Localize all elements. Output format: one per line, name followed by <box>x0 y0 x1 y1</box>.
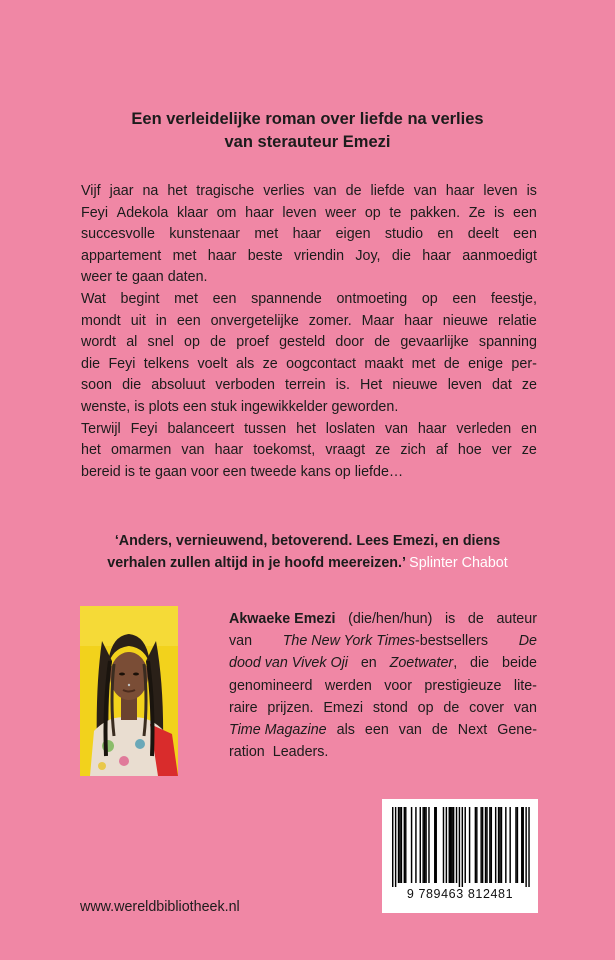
blurb-word: succesvolle <box>81 226 155 243</box>
blurb-word: op <box>334 463 351 480</box>
bio-word: Emezi <box>323 699 364 716</box>
barcode-bar <box>495 807 496 883</box>
blurb-word: na <box>142 183 159 199</box>
blurb-word: vriendin <box>293 247 345 264</box>
blurb-word: de <box>210 334 227 351</box>
blurb-line <box>81 246 537 268</box>
blurb-word: ze <box>375 442 391 459</box>
blurb-word: een <box>513 226 537 243</box>
author-bio <box>229 608 537 763</box>
barcode-bar <box>456 807 457 883</box>
barcode-bar <box>425 807 426 883</box>
bio-word: van <box>513 699 537 716</box>
isbn-digits: 9 789463 812481 <box>406 887 514 901</box>
blurb-word: die <box>122 377 142 394</box>
bio-word: werden <box>324 677 372 694</box>
blurb-word: wordt <box>81 334 116 351</box>
barcode-bar <box>424 807 425 883</box>
blurb-word: op <box>184 334 200 351</box>
blurb-word: leven <box>282 204 317 221</box>
barcode-bar <box>411 807 412 883</box>
blurb-word: te <box>139 463 152 480</box>
blurb-word: de <box>443 355 460 372</box>
bio-word: Gene- <box>497 721 537 738</box>
blurb-word: ze <box>262 355 278 372</box>
barcode-bar <box>515 807 516 883</box>
blurb-line <box>81 203 537 225</box>
blurb-word: op <box>364 204 381 221</box>
blurb-word: voor <box>190 463 219 480</box>
blurb-word: verlies <box>263 183 305 199</box>
blurb-text <box>81 181 537 483</box>
blurb-word: enige <box>468 355 504 372</box>
blurb-word: Vijf <box>81 183 101 199</box>
blurb-word: is. <box>335 377 350 394</box>
quote-line-2: verhalen zullen altijd in je hoofd meereizen.’ <box>107 555 406 571</box>
barcode-bar <box>415 807 416 883</box>
blurb-word: Feyi <box>108 355 136 372</box>
bio-word: cover <box>469 699 505 716</box>
blurb-word: en <box>521 420 537 437</box>
blurb-word: de <box>374 334 391 351</box>
blurb-word: verboden <box>215 377 275 394</box>
blurb-word: op <box>421 290 438 307</box>
blurb-word: Wat <box>81 290 106 307</box>
blurb-word: van <box>413 183 437 199</box>
blurb-word: een <box>452 290 477 307</box>
blurb-word: haar <box>207 247 237 264</box>
bio-word: een <box>364 721 389 738</box>
blurb-word: ontmoeting <box>336 290 408 307</box>
blurb-word: een <box>182 398 207 415</box>
bio-word: van <box>229 633 253 650</box>
blurb-line <box>81 332 537 354</box>
blurb-word: beste <box>247 247 283 264</box>
blurb-word: pakken. <box>409 204 461 221</box>
blurb-word: weer <box>81 269 112 286</box>
blurb-word: te <box>389 204 402 221</box>
blurb-word: is <box>134 398 145 415</box>
blurb-word: uit <box>130 312 146 329</box>
barcode-bar <box>482 807 483 883</box>
blurb-word: terrein <box>285 377 326 394</box>
blurb-word: soon <box>81 377 113 394</box>
blurb-word: met <box>172 247 197 264</box>
blurb-word: eigen <box>335 226 371 243</box>
blurb-word: liefde <box>370 183 405 199</box>
blurb-word: nieuwe <box>442 312 488 329</box>
bio-word: The New York Times-bestsellers <box>282 633 489 650</box>
blurb-word: haar <box>292 226 322 243</box>
bio-word: de <box>467 611 484 627</box>
blurb-word: vraagt <box>325 442 366 459</box>
blurb-word: haar <box>404 312 433 329</box>
barcode-bar <box>398 807 399 883</box>
blurb-word: is <box>526 183 537 199</box>
blurb-word: per- <box>511 355 537 372</box>
blurb-word: absoluut <box>151 377 206 394</box>
bio-line <box>229 675 537 697</box>
blurb-word: die <box>391 247 411 264</box>
bio-word: en <box>360 655 377 672</box>
barcode-bar <box>475 807 476 883</box>
bio-word: op <box>417 699 434 716</box>
blurb-word: met <box>254 226 279 243</box>
blurb-word: het <box>167 183 188 199</box>
blurb-word: Joy, <box>355 247 381 264</box>
back-cover-heading <box>40 108 575 154</box>
barcode-bar <box>395 807 396 887</box>
blurb-line <box>81 375 537 397</box>
blurb-word: haar <box>445 183 475 199</box>
blurb-word: omarmen <box>110 442 172 459</box>
blurb-word: ze <box>521 377 537 394</box>
barcode-bar <box>450 807 451 883</box>
quote-author: Splinter Chabot <box>409 555 508 571</box>
blurb-word: dat <box>491 377 512 394</box>
author-name: Akwaeke Emezi <box>229 611 336 627</box>
bio-word: raire <box>229 699 258 716</box>
blurb-word: plots <box>148 398 179 415</box>
blurb-word: nieuwe <box>392 377 438 394</box>
bio-word: genomineerd <box>229 677 313 694</box>
barcode-bar <box>480 807 481 883</box>
blurb-word: weer <box>325 204 357 221</box>
barcode-bar <box>469 807 470 883</box>
barcode-bar <box>491 807 492 883</box>
heading-line-1: Een verleidelijke roman over liefde na verlies <box>131 110 484 128</box>
blurb-word: onvergetelijke <box>210 312 299 329</box>
quote-line-1: ‘Anders, vernieuwend, betoverend. Lees Emezi, en diens <box>114 533 501 549</box>
blurb-word: zich <box>400 442 426 459</box>
blurb-word: ingewikkelder <box>240 398 328 415</box>
blurb-word: haar <box>417 420 447 437</box>
barcode-bar <box>404 807 405 883</box>
blurb-word: klaar <box>176 204 208 221</box>
barcode-bar <box>443 807 444 883</box>
heading-line-2: van sterauteur Emezi <box>224 133 391 151</box>
blurb-word: af <box>435 442 448 459</box>
blurb-word: leven <box>447 377 482 394</box>
bio-word: (die/hen/hun) <box>348 611 433 627</box>
blurb-line <box>81 224 537 246</box>
blurb-word: al <box>126 334 138 351</box>
blurb-word: ver <box>491 442 512 459</box>
bio-line <box>229 608 537 630</box>
blurb-line <box>81 440 537 462</box>
blurb-line <box>81 462 537 484</box>
blurb-line <box>81 419 537 441</box>
blurb-word: kans <box>300 463 331 480</box>
bio-word: auteur <box>496 611 537 627</box>
blurb-word: Adekola <box>116 204 169 221</box>
blurb-word: tweede <box>250 463 297 480</box>
blurb-word: is <box>124 463 136 480</box>
barcode-bar <box>517 807 518 883</box>
barcode-bar <box>528 807 529 887</box>
bio-word: die <box>470 655 490 672</box>
blurb-word: mondt <box>81 312 121 329</box>
blurb-word: stuk <box>210 398 237 415</box>
blurb-word: is <box>494 204 505 221</box>
blurb-word: een <box>222 463 247 480</box>
blurb-word: geworden. <box>331 398 399 415</box>
blurb-word: haar <box>245 204 274 221</box>
barcode-bar <box>405 807 406 883</box>
blurb-word: tragische <box>196 183 255 199</box>
barcode-bar <box>501 807 502 883</box>
blurb-word: die <box>81 355 101 372</box>
blurb-word: met <box>174 290 198 307</box>
bio-line <box>229 697 537 719</box>
blurb-word: oogcontact <box>286 355 357 372</box>
blurb-word: en <box>437 226 454 243</box>
bio-word: dood van Vivek Oji <box>229 655 348 672</box>
barcode-bar <box>521 807 522 883</box>
blurb-word: aanmoedigt <box>462 247 537 264</box>
blurb-word: spanning <box>478 334 537 351</box>
blurb-word: in <box>155 312 167 329</box>
blurb-word: ze <box>521 442 537 459</box>
blurb-word: een <box>513 204 537 221</box>
barcode-bar <box>428 807 429 883</box>
bio-word: prijzen. <box>267 699 314 716</box>
blurb-word: als <box>236 355 255 372</box>
blurb-line <box>81 397 537 419</box>
barcode-bar <box>392 807 393 887</box>
author-photo <box>80 606 178 776</box>
blurb-word: Ze <box>468 204 486 221</box>
bio-word: prestigieuze <box>424 677 502 694</box>
blurb-line <box>81 289 537 311</box>
blurb-word: hoe <box>457 442 482 459</box>
blurb-word: te <box>116 269 128 286</box>
bio-word: Time Magazine <box>229 721 327 738</box>
blurb-word: telkens <box>143 355 190 372</box>
blurb-word: een <box>212 290 237 307</box>
barcode-bars <box>382 799 538 889</box>
blurb-word: met <box>411 355 436 372</box>
barcode-bar <box>436 807 437 883</box>
blurb-line <box>81 267 537 289</box>
blurb-word: leven <box>483 183 518 199</box>
blurb-word: van <box>181 442 205 459</box>
barcode-bar <box>499 807 500 883</box>
blurb-line <box>81 181 537 203</box>
barcode-bar <box>453 807 454 883</box>
blurb-line <box>81 311 537 333</box>
blurb-word: gevaarlijke <box>400 334 469 351</box>
blurb-line <box>81 354 537 376</box>
blurb-word: Maar <box>361 312 395 329</box>
blurb-word: verleden <box>456 420 512 437</box>
blurb-word: haar <box>214 442 244 459</box>
barcode-bar <box>446 807 447 883</box>
bio-word: als <box>336 721 355 738</box>
blurb-word: gaan <box>131 269 164 286</box>
bio-line <box>229 630 537 652</box>
blurb-word: het <box>81 442 101 459</box>
barcode-bar <box>509 807 510 883</box>
bio-word: voor <box>384 677 412 694</box>
blurb-word: appartement <box>81 247 162 264</box>
bio-word: stond <box>372 699 408 716</box>
review-quote <box>40 530 575 574</box>
blurb-word: jaar <box>109 183 134 199</box>
blurb-word: voelt <box>197 355 228 372</box>
blurb-word: liefde… <box>354 463 404 480</box>
bio-word: De <box>518 633 537 650</box>
bio-line <box>229 719 537 741</box>
blurb-word: om <box>216 204 237 221</box>
blurb-word: gaan <box>155 463 187 480</box>
blurb-word: van <box>384 420 408 437</box>
bio-word: de <box>431 721 448 738</box>
barcode-bar <box>505 807 506 883</box>
bio-word: van <box>398 721 422 738</box>
barcode-bar <box>523 807 524 883</box>
bio-word: de <box>443 699 460 716</box>
blurb-word: door <box>335 334 365 351</box>
blurb-word: feestje, <box>490 290 537 307</box>
blurb-word: een <box>176 312 201 329</box>
barcode-bar <box>486 807 487 883</box>
barcode-bar <box>485 807 486 883</box>
bio-line <box>229 652 537 674</box>
blurb-word: toekomst, <box>253 442 316 459</box>
barcode-bar <box>401 807 402 883</box>
barcode-bar <box>498 807 499 883</box>
blurb-word: gesteld <box>279 334 326 351</box>
blurb-word: bereid <box>81 463 121 480</box>
bio-word: Leaders. <box>272 744 329 761</box>
publisher-website[interactable]: www.wereldbibliotheek.nl <box>80 899 240 915</box>
barcode-bar <box>489 807 490 883</box>
barcode-bar <box>465 807 466 883</box>
blurb-word: proef <box>236 334 269 351</box>
blurb-word: maakt <box>364 355 404 372</box>
blurb-word: Het <box>360 377 383 394</box>
bio-word: Next <box>457 721 488 738</box>
barcode-bar <box>399 807 400 883</box>
blurb-word: de <box>345 183 362 199</box>
barcode-bar <box>476 807 477 883</box>
blurb-word: deelt <box>467 226 499 243</box>
blurb-word: begint <box>120 290 160 307</box>
barcode-bar <box>434 807 435 883</box>
bio-word: is <box>444 611 456 627</box>
blurb-word: Terwijl <box>81 420 121 437</box>
barcode-bar <box>525 807 526 887</box>
barcode-bar <box>449 807 450 883</box>
blurb-word: loslaten <box>325 420 376 437</box>
barcode-bar <box>420 807 421 883</box>
blurb-word: studio <box>384 226 424 243</box>
blurb-word: tussen <box>244 420 287 437</box>
blurb-word: van <box>313 183 337 199</box>
bio-word: lite- <box>513 677 537 694</box>
blurb-word: spannende <box>251 290 322 307</box>
blurb-word: haar <box>422 247 451 264</box>
barcode-bar <box>451 807 452 883</box>
blurb-word: Feyi <box>130 420 158 437</box>
barcode-bar <box>422 807 423 883</box>
blurb-word: daten. <box>167 269 208 286</box>
blurb-word: balanceert <box>167 420 235 437</box>
bio-word: ration <box>229 744 265 761</box>
bio-word: Zoetwater, <box>389 655 458 672</box>
blurb-word: Feyi <box>81 204 109 221</box>
bio-word: beide <box>502 655 537 672</box>
blurb-word: snel <box>147 334 174 351</box>
barcode-bar <box>459 807 460 887</box>
blurb-word: het <box>296 420 316 437</box>
blurb-word: kunstenaar <box>169 226 241 243</box>
blurb-word: relatie <box>497 312 537 329</box>
bio-line <box>229 741 537 763</box>
blurb-word: zomer. <box>308 312 352 329</box>
barcode-bar <box>462 807 463 887</box>
blurb-word: wenste, <box>81 398 131 415</box>
isbn-barcode <box>382 799 538 913</box>
